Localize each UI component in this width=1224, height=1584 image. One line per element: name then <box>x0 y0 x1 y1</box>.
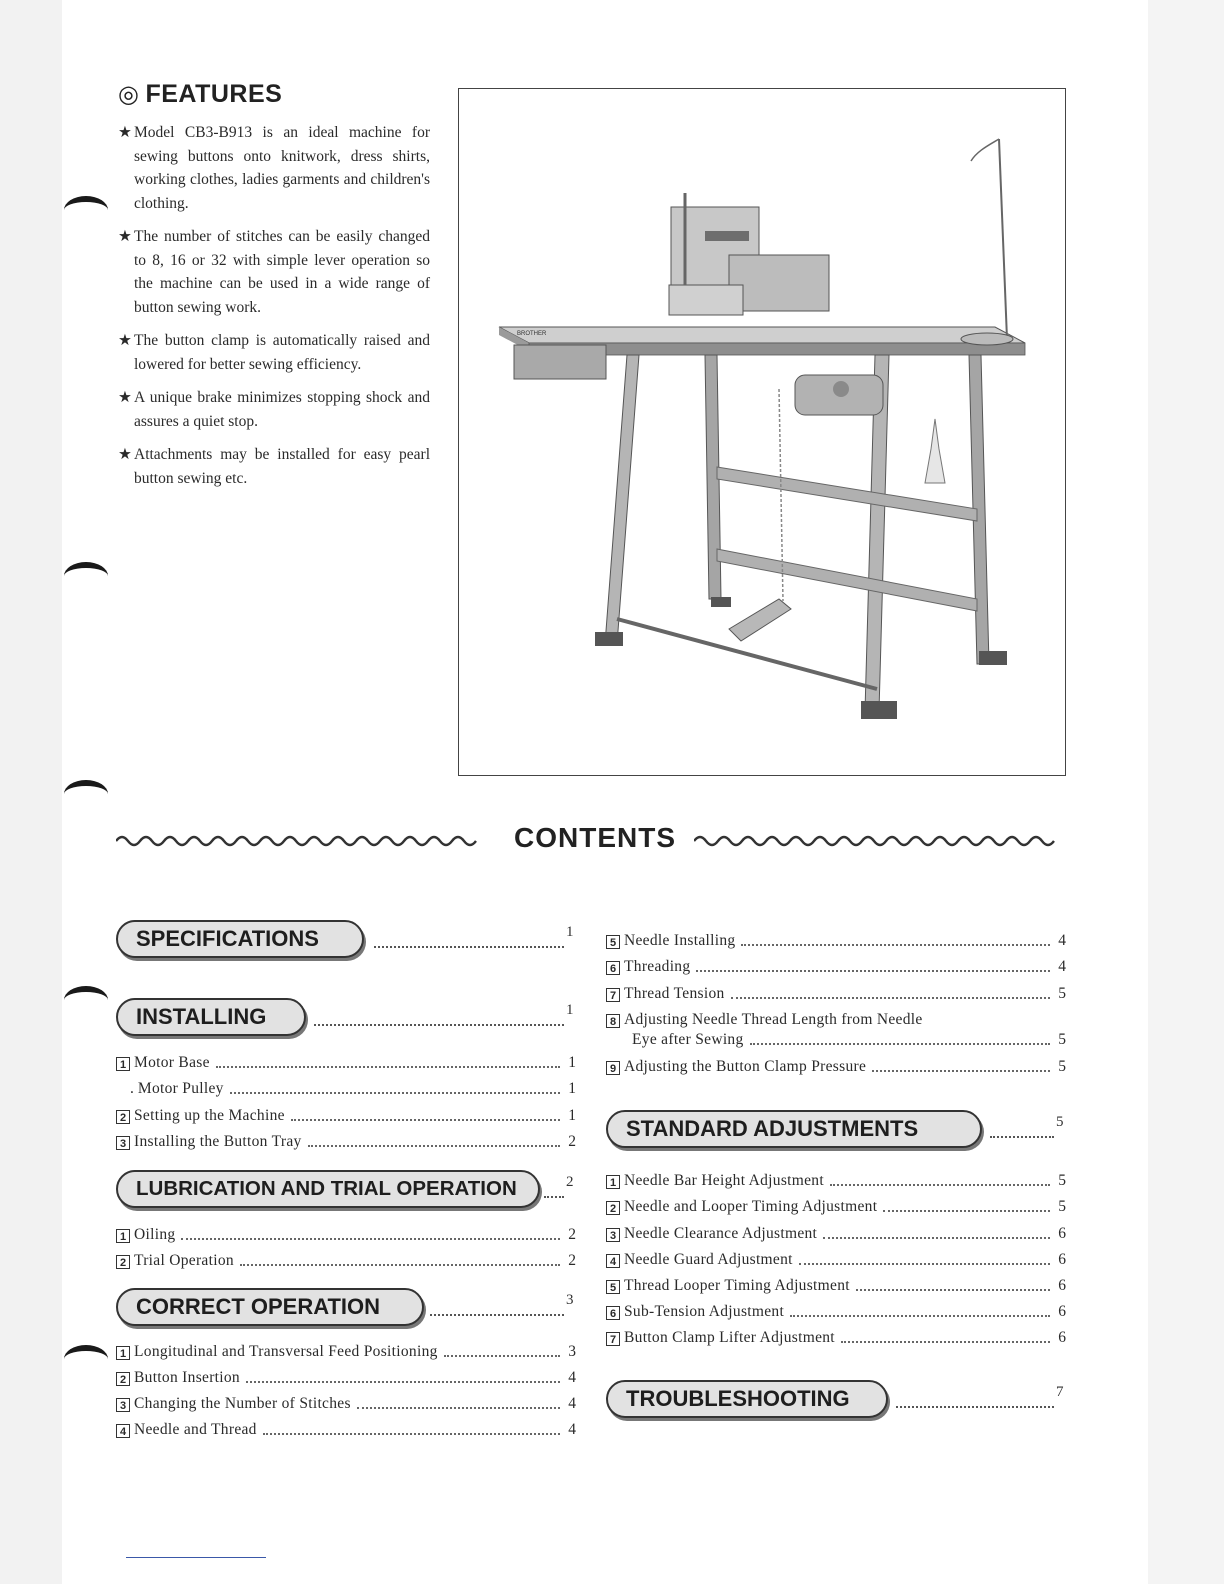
binder-hole <box>64 562 108 590</box>
toc-entry[interactable] <box>606 1170 1066 1192</box>
entry-label: Adjusting Needle Thread Length from Needle <box>624 1011 923 1028</box>
ornament-left-icon <box>116 832 486 850</box>
toc-entry[interactable] <box>606 1056 1066 1078</box>
binder-hole <box>64 780 108 808</box>
star-icon: ★ <box>118 446 132 463</box>
section-pill <box>606 1110 982 1148</box>
toc-entry[interactable] <box>116 1105 576 1127</box>
dot-leader <box>731 997 1050 999</box>
toc-entry[interactable] <box>606 1009 1066 1031</box>
section-number-box: 1 <box>606 1175 620 1189</box>
section-number-box: 1 <box>116 1346 130 1360</box>
section-number-box: 3 <box>116 1398 130 1412</box>
entry-label: Needle and Thread <box>134 1421 257 1438</box>
dot-leader <box>216 1066 560 1068</box>
page-number: 4 <box>568 1421 576 1438</box>
entry-label: Oiling <box>134 1226 176 1243</box>
toc-entry[interactable] <box>606 1223 1066 1245</box>
section-pill <box>116 1288 424 1326</box>
page-number: 2 <box>568 1252 576 1269</box>
toc-entry[interactable] <box>116 1341 576 1363</box>
section-title: CORRECT OPERATION <box>136 1294 381 1319</box>
entry-label: Installing the Button Tray <box>134 1133 302 1150</box>
page-number: 5 <box>1058 985 1066 1002</box>
entry-label: Needle Guard Adjustment <box>624 1251 793 1268</box>
bottom-rule <box>126 1557 266 1558</box>
page-number: 1 <box>566 924 574 940</box>
toc-entry[interactable] <box>606 1249 1066 1271</box>
toc-section-installing[interactable] <box>116 998 576 1038</box>
toc-entry[interactable] <box>606 1301 1066 1323</box>
feature-text: The button clamp is automatically raised and lowered for better sewing efficiency. <box>134 332 430 373</box>
section-number-box: 9 <box>606 1061 620 1075</box>
toc-section-lubrication[interactable] <box>116 1170 576 1210</box>
entry-label: Needle Clearance Adjustment <box>624 1225 818 1242</box>
feature-text: A unique brake minimizes stopping shock and assures a quiet stop. <box>134 389 430 430</box>
page-number: 2 <box>568 1133 576 1150</box>
section-number-box: 4 <box>116 1424 130 1438</box>
section-pill <box>116 920 364 958</box>
dot-leader <box>741 944 1050 946</box>
toc-entry[interactable] <box>606 1196 1066 1218</box>
page-number: 6 <box>1058 1303 1066 1320</box>
star-icon: ★ <box>118 389 132 406</box>
dot-leader <box>841 1341 1050 1343</box>
feature-item <box>118 329 430 376</box>
section-number-box: 6 <box>606 961 620 975</box>
entry-label: Threading <box>624 958 691 975</box>
section-number-box: 2 <box>606 1201 620 1215</box>
toc-entry[interactable] <box>116 1131 576 1153</box>
page-number: 6 <box>1058 1329 1066 1346</box>
dot-leader <box>830 1184 1050 1186</box>
entry-label: Changing the Number of Stitches <box>134 1395 351 1412</box>
features-heading <box>118 80 430 109</box>
section-number-box: 8 <box>606 1014 620 1028</box>
feature-item <box>118 225 430 319</box>
dot-leader <box>799 1263 1050 1265</box>
star-icon: ★ <box>118 332 132 349</box>
page-number: 5 <box>1058 1198 1066 1215</box>
feature-item <box>118 121 430 215</box>
page-number: 5 <box>1056 1114 1064 1130</box>
entry-label: Longitudinal and Transversal Feed Positioning <box>134 1343 438 1360</box>
toc-entry[interactable] <box>116 1052 576 1074</box>
dot-leader <box>181 1238 560 1240</box>
dot-leader <box>240 1264 560 1266</box>
toc-entry[interactable] <box>606 1327 1066 1349</box>
entry-label: Sub-Tension Adjustment <box>624 1303 785 1320</box>
dot-leader <box>823 1237 1050 1239</box>
section-number-box: 6 <box>606 1306 620 1320</box>
dot-leader <box>314 1010 564 1026</box>
dot-leader <box>696 970 1050 972</box>
dot-leader <box>896 1392 1054 1408</box>
toc-entry[interactable] <box>116 1250 576 1272</box>
page-number: 4 <box>568 1395 576 1412</box>
page-number: 1 <box>568 1054 576 1071</box>
section-number-box: 3 <box>116 1136 130 1150</box>
section-title: LUBRICATION AND TRIAL OPERATION <box>136 1177 517 1200</box>
page-number: 3 <box>566 1292 574 1308</box>
toc-entry[interactable] <box>606 1275 1066 1297</box>
page-number: 1 <box>568 1080 576 1097</box>
entry-label: Needle Installing <box>624 932 736 949</box>
features-section <box>118 80 430 500</box>
dot-leader <box>856 1289 1050 1291</box>
section-number-box: 5 <box>606 935 620 949</box>
entry-label: Motor Base <box>134 1054 210 1071</box>
toc-section-troubleshooting[interactable] <box>606 1380 1066 1420</box>
dot-leader <box>308 1145 560 1147</box>
feature-text: Attachments may be installed for easy pearl button sewing etc. <box>134 446 430 487</box>
page-number: 7 <box>1056 1384 1064 1400</box>
toc-entry[interactable] <box>606 956 1066 978</box>
toc-entry[interactable] <box>606 983 1066 1005</box>
entry-label: Thread Tension <box>624 985 725 1002</box>
page-number: 3 <box>568 1343 576 1360</box>
binder-hole <box>64 1345 108 1373</box>
dot-leader <box>430 1300 564 1316</box>
toc-section-specifications[interactable] <box>116 920 576 960</box>
dot-leader <box>790 1315 1050 1317</box>
page-number: 5 <box>1058 1172 1066 1189</box>
toc-left-column <box>116 918 576 1458</box>
dot-leader <box>872 1070 1050 1072</box>
section-title: INSTALLING <box>136 1004 267 1029</box>
dot-leader <box>883 1210 1050 1212</box>
page-number: 5 <box>1058 1031 1066 1048</box>
dot-leader <box>230 1092 560 1094</box>
dot-leader <box>263 1433 560 1435</box>
toc-right-column <box>606 918 1066 1438</box>
page-number: 6 <box>1058 1225 1066 1242</box>
dot-leader <box>246 1381 560 1383</box>
machine-photo <box>458 88 1066 776</box>
section-number-box: 2 <box>116 1372 130 1386</box>
star-icon: ★ <box>118 124 132 141</box>
entry-label: Button Insertion <box>134 1369 240 1386</box>
section-number-box: 4 <box>606 1254 620 1268</box>
toc-entry[interactable] <box>606 930 1066 952</box>
section-number-box: 5 <box>606 1280 620 1294</box>
dot-leader <box>544 1182 564 1198</box>
section-pill <box>116 1170 540 1208</box>
entry-label: Setting up the Machine <box>134 1107 285 1124</box>
page-number: 6 <box>1058 1251 1066 1268</box>
section-pill <box>116 998 306 1036</box>
section-number-box: 2 <box>116 1255 130 1269</box>
dot-leader <box>291 1119 560 1121</box>
dot-leader <box>750 1043 1050 1045</box>
feature-text: Model CB3-B913 is an ideal machine for sewing buttons onto knitwork, dress shirts, working clothes, ladies garments and children's clothing. <box>134 124 430 212</box>
page-number: 5 <box>1058 1058 1066 1075</box>
dot-leader <box>990 1122 1054 1138</box>
contents-header <box>116 820 1066 864</box>
page-number: 6 <box>1058 1277 1066 1294</box>
binder-hole <box>64 196 108 224</box>
entry-prefix: . <box>130 1080 134 1097</box>
section-pill <box>606 1380 888 1418</box>
sewing-machine-table-illustration <box>459 89 1065 775</box>
page-number: 4 <box>568 1369 576 1386</box>
section-number-box: 2 <box>116 1110 130 1124</box>
entry-label: Needle and Looper Timing Adjustment <box>624 1198 878 1215</box>
toc-entry[interactable] <box>116 1393 576 1415</box>
entry-label: Adjusting the Button Clamp Pressure <box>624 1058 867 1075</box>
section-number-box: 1 <box>116 1057 130 1071</box>
page-number: 2 <box>566 1174 574 1190</box>
entry-label: Motor Pulley <box>137 1080 224 1097</box>
section-title: STANDARD ADJUSTMENTS <box>626 1116 919 1141</box>
dot-leader <box>444 1355 560 1357</box>
toc-entry[interactable] <box>116 1078 576 1100</box>
page-number: 1 <box>566 1002 574 1018</box>
toc-section-standard-adjustments[interactable] <box>606 1110 1066 1150</box>
entry-label: Button Clamp Lifter Adjustment <box>624 1329 835 1346</box>
section-number-box: 1 <box>116 1229 130 1243</box>
ornament-right-icon <box>694 832 1064 850</box>
entry-label: Trial Operation <box>134 1252 234 1269</box>
toc-entry[interactable] <box>116 1419 576 1441</box>
entry-label: Thread Looper Timing Adjustment <box>624 1277 850 1294</box>
page-number: 4 <box>1058 932 1066 949</box>
toc-section-correct-operation[interactable] <box>116 1288 576 1328</box>
page-number: 4 <box>1058 958 1066 975</box>
binder-hole <box>64 986 108 1014</box>
section-title: TROUBLESHOOTING <box>626 1386 850 1411</box>
dot-leader <box>357 1407 560 1409</box>
feature-item <box>118 443 430 490</box>
section-title: SPECIFICATIONS <box>136 926 319 951</box>
toc-entry[interactable] <box>116 1367 576 1389</box>
star-icon: ★ <box>118 228 132 245</box>
section-number-box: 3 <box>606 1228 620 1242</box>
contents-title: CONTENTS <box>514 822 676 853</box>
page-number: 2 <box>568 1226 576 1243</box>
toc-entry[interactable] <box>116 1224 576 1246</box>
dot-leader <box>374 932 564 948</box>
feature-text: The number of stitches can be easily changed to 8, 16 or 32 with simple lever operation so the machine can be used in a wide range of button sewing work. <box>134 228 430 316</box>
feature-item <box>118 386 430 433</box>
table-brand-plate: BROTHER <box>517 331 547 337</box>
page-left-edge <box>0 0 62 1584</box>
page-right-edge <box>1148 0 1224 1584</box>
features-title: FEATURES <box>145 80 283 108</box>
entry-label: Eye after Sewing <box>632 1031 744 1048</box>
section-number-box: 7 <box>606 988 620 1002</box>
double-circle-icon: ◎ <box>118 81 140 108</box>
section-number-box: 7 <box>606 1332 620 1346</box>
page-number: 1 <box>568 1107 576 1124</box>
toc-entry-continued[interactable] <box>606 1029 1066 1051</box>
entry-label: Needle Bar Height Adjustment <box>624 1172 824 1189</box>
